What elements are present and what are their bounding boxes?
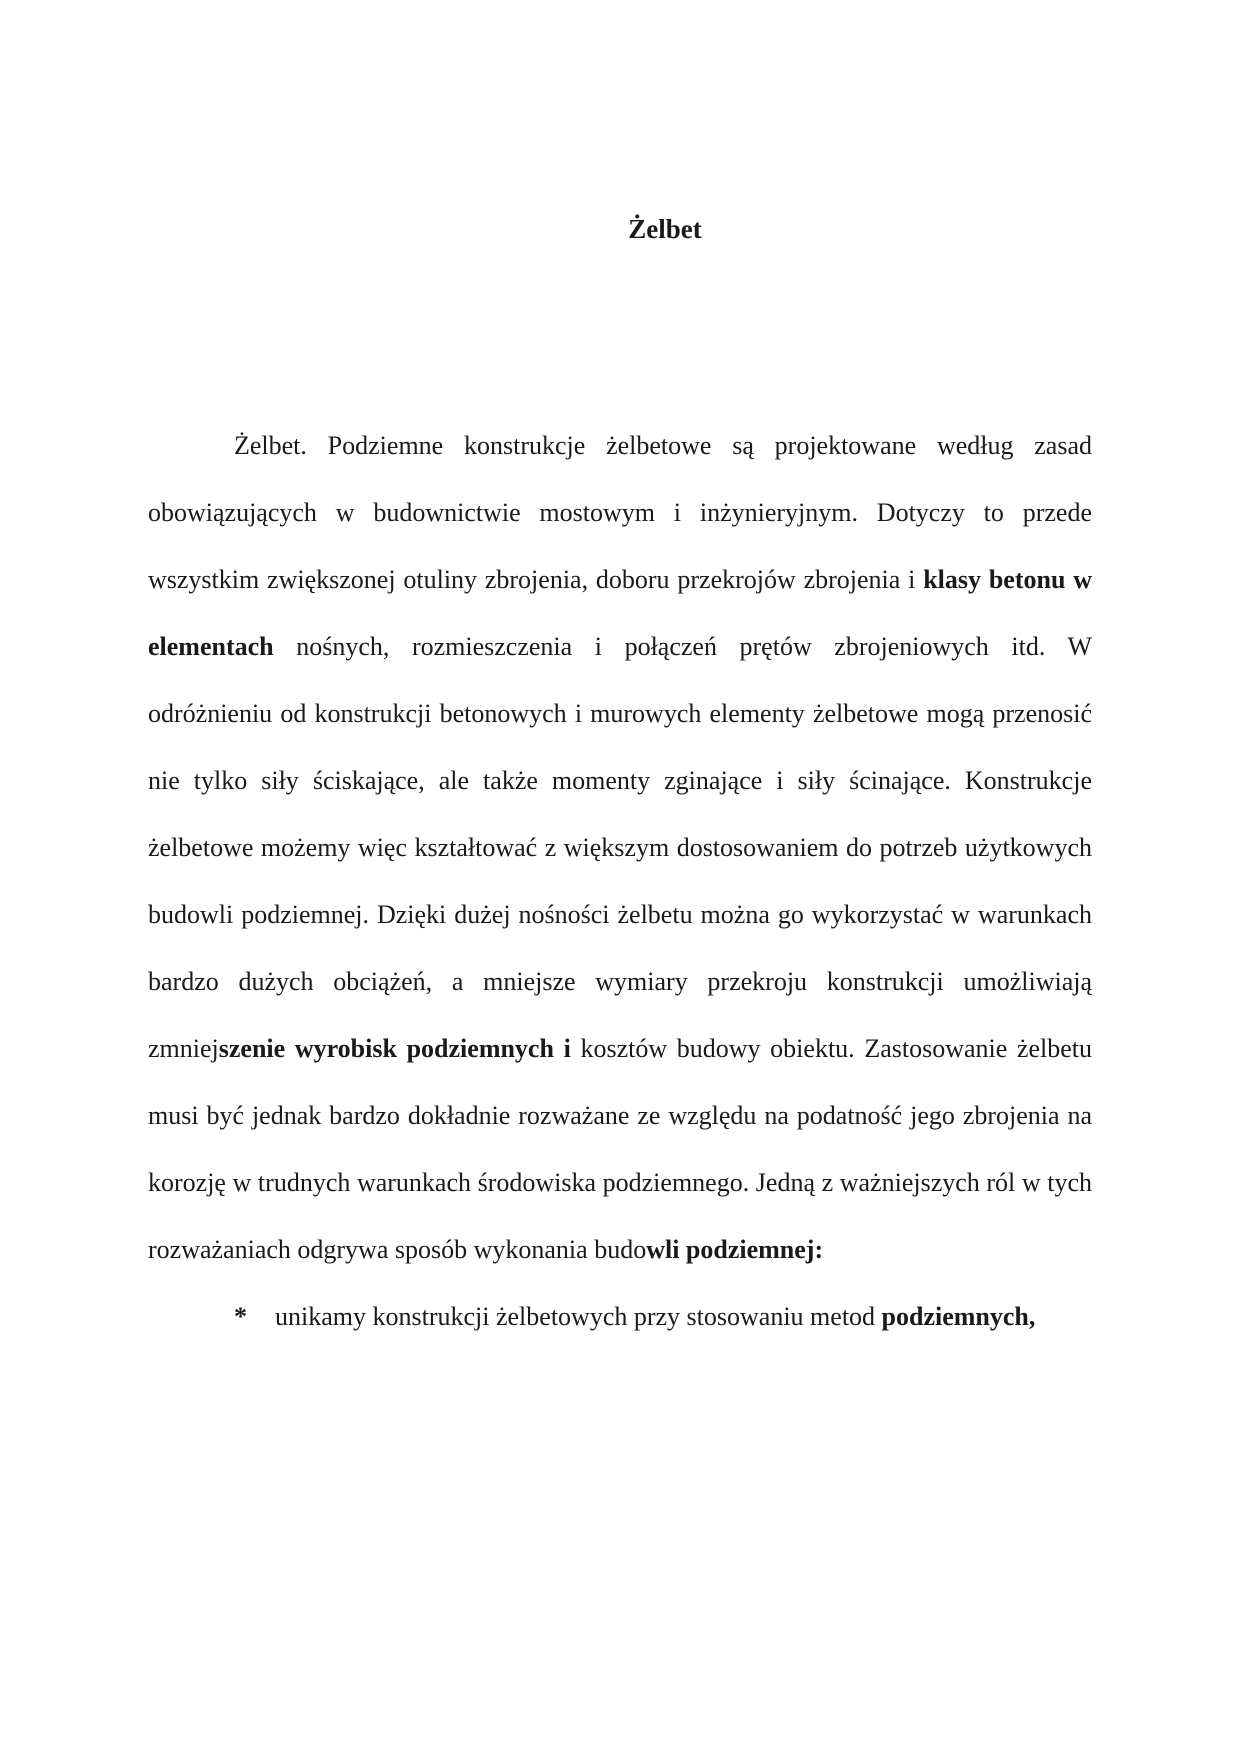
paragraph-emphasis-1: klasy betonu w elementach xyxy=(148,565,1092,661)
bullet-emphasis: podziemnych, xyxy=(881,1302,1036,1331)
bullet-marker: * xyxy=(234,1302,247,1331)
paragraph-emphasis-3: wli podziemnej: xyxy=(646,1235,824,1264)
bullet-item xyxy=(148,1283,1092,1350)
main-paragraph xyxy=(148,412,1092,1283)
bullet-text: unikamy konstrukcji żelbetowych przy stosowaniu metod xyxy=(275,1302,882,1331)
paragraph-text-3: kosztów budowy obiektu. Zastosowanie żelbetu musi być jednak bardzo dokładnie rozważane ze względu na podatność jego zbrojenia na korozję w trudnych warunkach środowiska podziemnego. Jedną z ważniejszych ról w tych rozważaniach odgrywa sposób wykonania budo xyxy=(148,1034,1092,1264)
document-body xyxy=(148,412,1092,1350)
document-title: Żelbet xyxy=(628,214,702,244)
paragraph-text-2: nośnych, rozmieszczenia i połączeń prętów zbrojeniowych itd. W odróżnieniu od konstrukcji betonowych i murowych elementy żelbetowe mogą przenosić nie tylko siły ściskające, ale także momenty zginające i siły ścinające. Konstrukcje żelbetowe możemy więc kształtować z większym dostosowaniem do potrzeb użytkowych budowli podziemnej. Dzięki dużej nośności żelbetu można go wykorzystać w warunkach bardzo dużych obciążeń, a mniejsze wymiary przekroju konstrukcji umożliwiają zmniej xyxy=(148,632,1092,1063)
paragraph-text-1: Żelbet. Podziemne konstrukcje żelbetowe są projektowane według zasad obowiązujących w budownictwie mostowym i inżynieryjnym. Dotyczy to przede wszystkim zwiększonej otuliny zbrojenia, doboru przekrojów zbrojenia i xyxy=(148,431,1092,594)
paragraph-emphasis-2: szenie wyrobisk podziemnych i xyxy=(218,1034,571,1063)
